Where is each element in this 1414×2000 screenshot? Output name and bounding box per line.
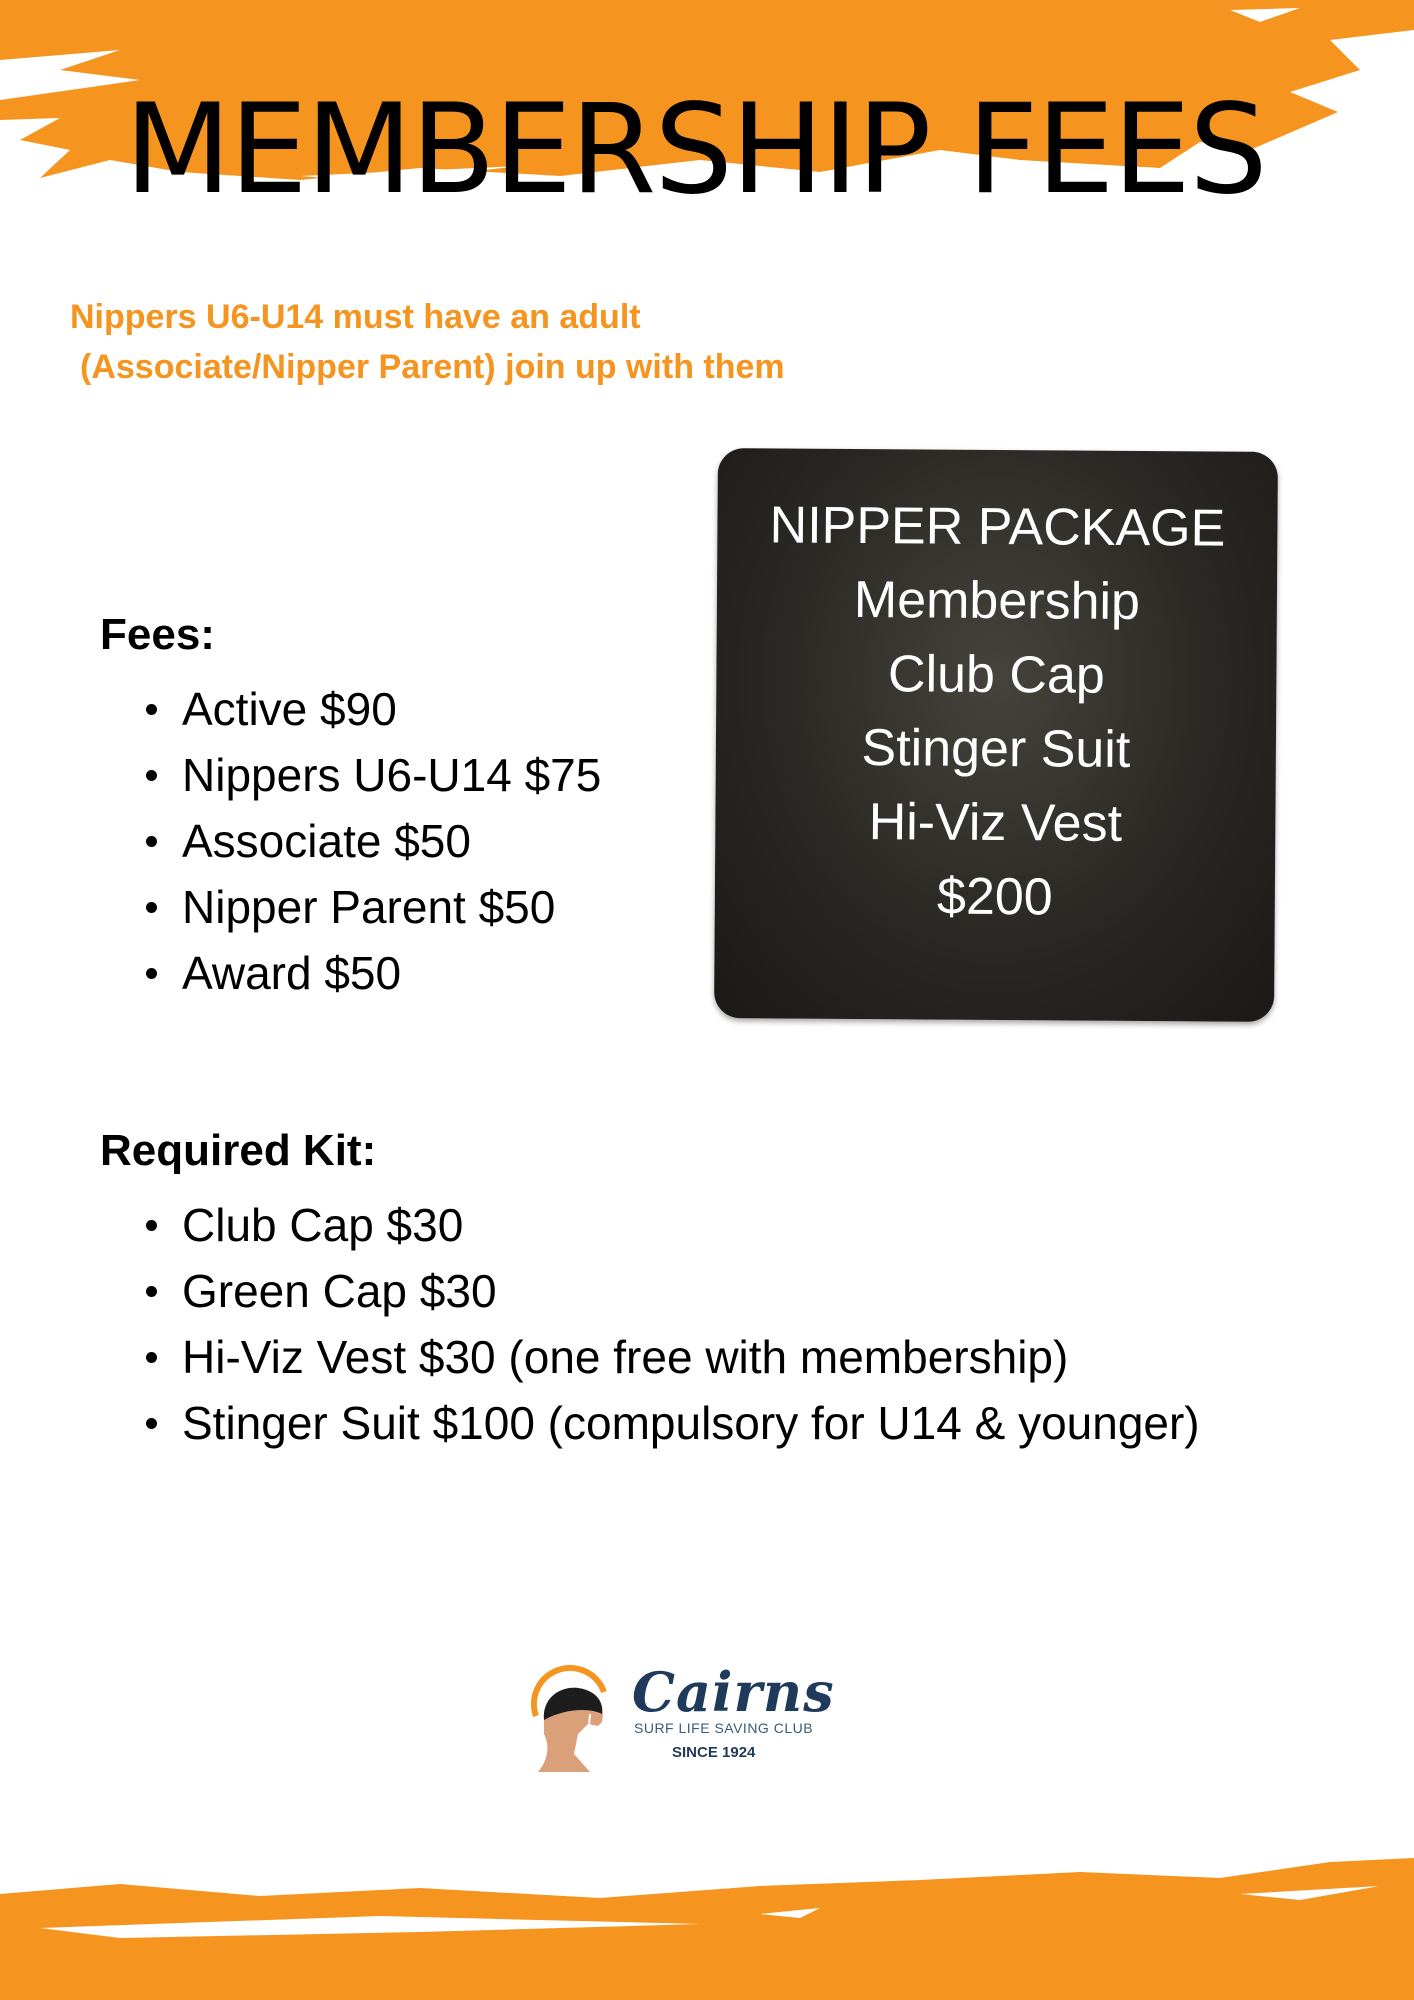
- fee-item-label: Active $90: [182, 683, 397, 735]
- list-item: [140, 940, 601, 1006]
- kit-item-label: Hi-Viz Vest $30 (one free with membership): [182, 1331, 1069, 1383]
- package-line: Club Cap: [887, 645, 1106, 705]
- kit-item-label: Stinger Suit $100 (compulsory for U14 & younger): [182, 1397, 1200, 1449]
- club-logo: [530, 1660, 835, 1774]
- fee-item-label: Nippers U6-U14 $75: [182, 749, 602, 801]
- logo-subtitle: SURF LIFE SAVING CLUB: [634, 1720, 814, 1736]
- bullet-icon: [146, 1220, 157, 1231]
- logo-wordmark: Cairns: [632, 1660, 835, 1724]
- fee-item-label: Associate $50: [182, 815, 471, 867]
- list-item: [140, 1192, 1200, 1258]
- bullet-icon: [146, 1418, 157, 1429]
- nipper-notice: [70, 292, 785, 392]
- required-kit-heading: Required Kit:: [100, 1126, 377, 1175]
- bullet-icon: [146, 1352, 157, 1363]
- kit-item-label: Club Cap $30: [182, 1199, 464, 1251]
- bullet-icon: [146, 968, 157, 979]
- package-line: Stinger Suit: [861, 719, 1131, 779]
- list-item: [140, 808, 601, 874]
- kit-item-label: Green Cap $30: [182, 1265, 497, 1317]
- bullet-icon: [146, 836, 157, 847]
- bottom-brush-stroke: [0, 1850, 1414, 2000]
- fees-heading: Fees:: [100, 610, 215, 659]
- fee-item-label: Nipper Parent $50: [182, 881, 556, 933]
- list-item: [140, 1390, 1200, 1456]
- package-line: Hi-Viz Vest: [868, 793, 1123, 853]
- list-item: [140, 874, 601, 940]
- required-kit-list: [140, 1192, 1200, 1456]
- package-line: NIPPER PACKAGE: [769, 496, 1226, 558]
- logo-since: SINCE 1924: [672, 1744, 756, 1761]
- bullet-icon: [146, 704, 157, 715]
- list-item: [140, 1324, 1200, 1390]
- fees-list: [140, 676, 601, 1006]
- nipper-package-card: [714, 448, 1278, 1022]
- nipper-notice-line-1: Nippers U6-U14 must have an adult: [70, 298, 641, 336]
- list-item: [140, 676, 601, 742]
- bullet-icon: [146, 1286, 157, 1297]
- list-item: [140, 1258, 1200, 1324]
- nipper-package-lines: [715, 488, 1278, 936]
- nipper-notice-line-2: (Associate/Nipper Parent) join up with them: [80, 348, 785, 386]
- list-item: [140, 742, 601, 808]
- package-price: $200: [936, 867, 1053, 927]
- fee-item-label: Award $50: [182, 947, 402, 999]
- lifesaver-head-icon: [530, 1664, 620, 1774]
- bullet-icon: [146, 770, 157, 781]
- bullet-icon: [146, 902, 157, 913]
- package-line: Membership: [853, 571, 1141, 632]
- page-title: MEMBERSHIP FEES: [124, 78, 1266, 222]
